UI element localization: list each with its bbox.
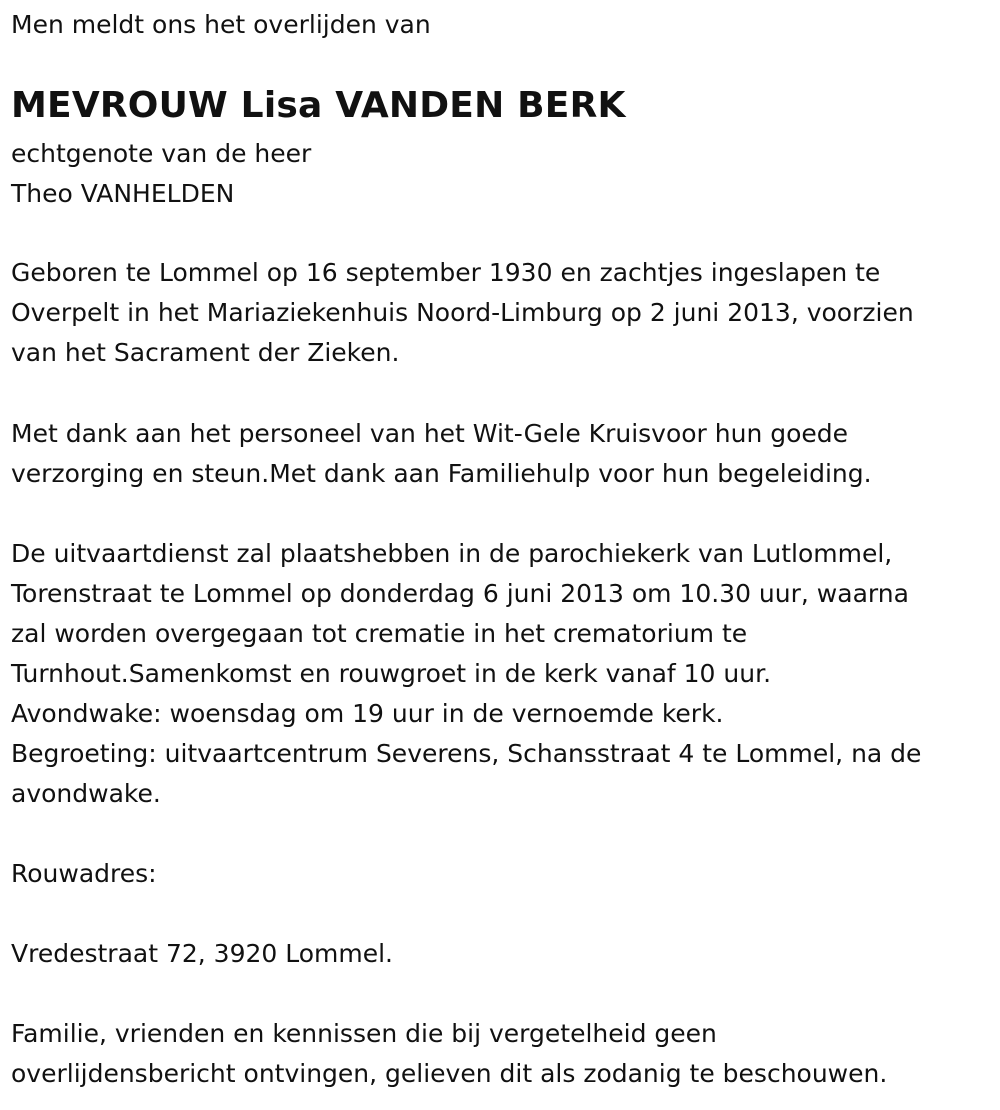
paragraph-line: Begroeting: uitvaartcentrum Severens, Schansstraat 4 te Lommel, na de	[11, 739, 922, 768]
paragraph-line: Met dank aan het personeel van het Wit-Gele Kruisvoor hun goede	[11, 419, 849, 448]
paragraph-line: overlijdensbericht ontvingen, gelieven dit als zodanig te beschouwen.	[11, 1059, 888, 1088]
paragraph-line: Turnhout.Samenkomst en rouwgroet in de kerk vanaf 10 uur.	[11, 659, 772, 688]
spouse-line-1: echtgenote van de heer	[11, 139, 312, 168]
paragraph-line: verzorging en steun.Met dank aan Familiehulp voor hun begeleiding.	[11, 459, 872, 488]
paragraph-line: Familie, vrienden en kennissen die bij vergetelheid geen	[11, 1019, 717, 1048]
service-paragraph	[11, 534, 921, 814]
paragraph-line: Torenstraat te Lommel op donderdag 6 juni 2013 om 10.30 uur, waarna	[11, 579, 909, 608]
thanks-paragraph	[11, 414, 872, 494]
paragraph-line: van het Sacrament der Zieken.	[11, 338, 400, 367]
birth-death-paragraph	[11, 253, 914, 373]
paragraph-line: De uitvaartdienst zal plaatshebben in de parochiekerk van Lutlommel,	[11, 539, 893, 568]
closing-paragraph	[11, 1014, 887, 1094]
address-label: Rouwadres:	[11, 859, 157, 888]
deceased-name: MEVROUW Lisa VANDEN BERK	[11, 85, 626, 126]
paragraph-line: Geboren te Lommel op 16 september 1930 en zachtjes ingeslapen te	[11, 258, 881, 287]
paragraph-line: avondwake.	[11, 779, 161, 808]
spouse-block	[11, 134, 311, 214]
intro-text: Men meldt ons het overlijden van	[11, 10, 431, 39]
paragraph-line: zal worden overgegaan tot crematie in het crematorium te	[11, 619, 748, 648]
paragraph-line: Overpelt in het Mariaziekenhuis Noord-Limburg op 2 juni 2013, voorzien	[11, 298, 914, 327]
paragraph-line: Avondwake: woensdag om 19 uur in de vernoemde kerk.	[11, 699, 724, 728]
spouse-line-2: Theo VANHELDEN	[11, 179, 235, 208]
address-text: Vredestraat 72, 3920 Lommel.	[11, 939, 393, 968]
